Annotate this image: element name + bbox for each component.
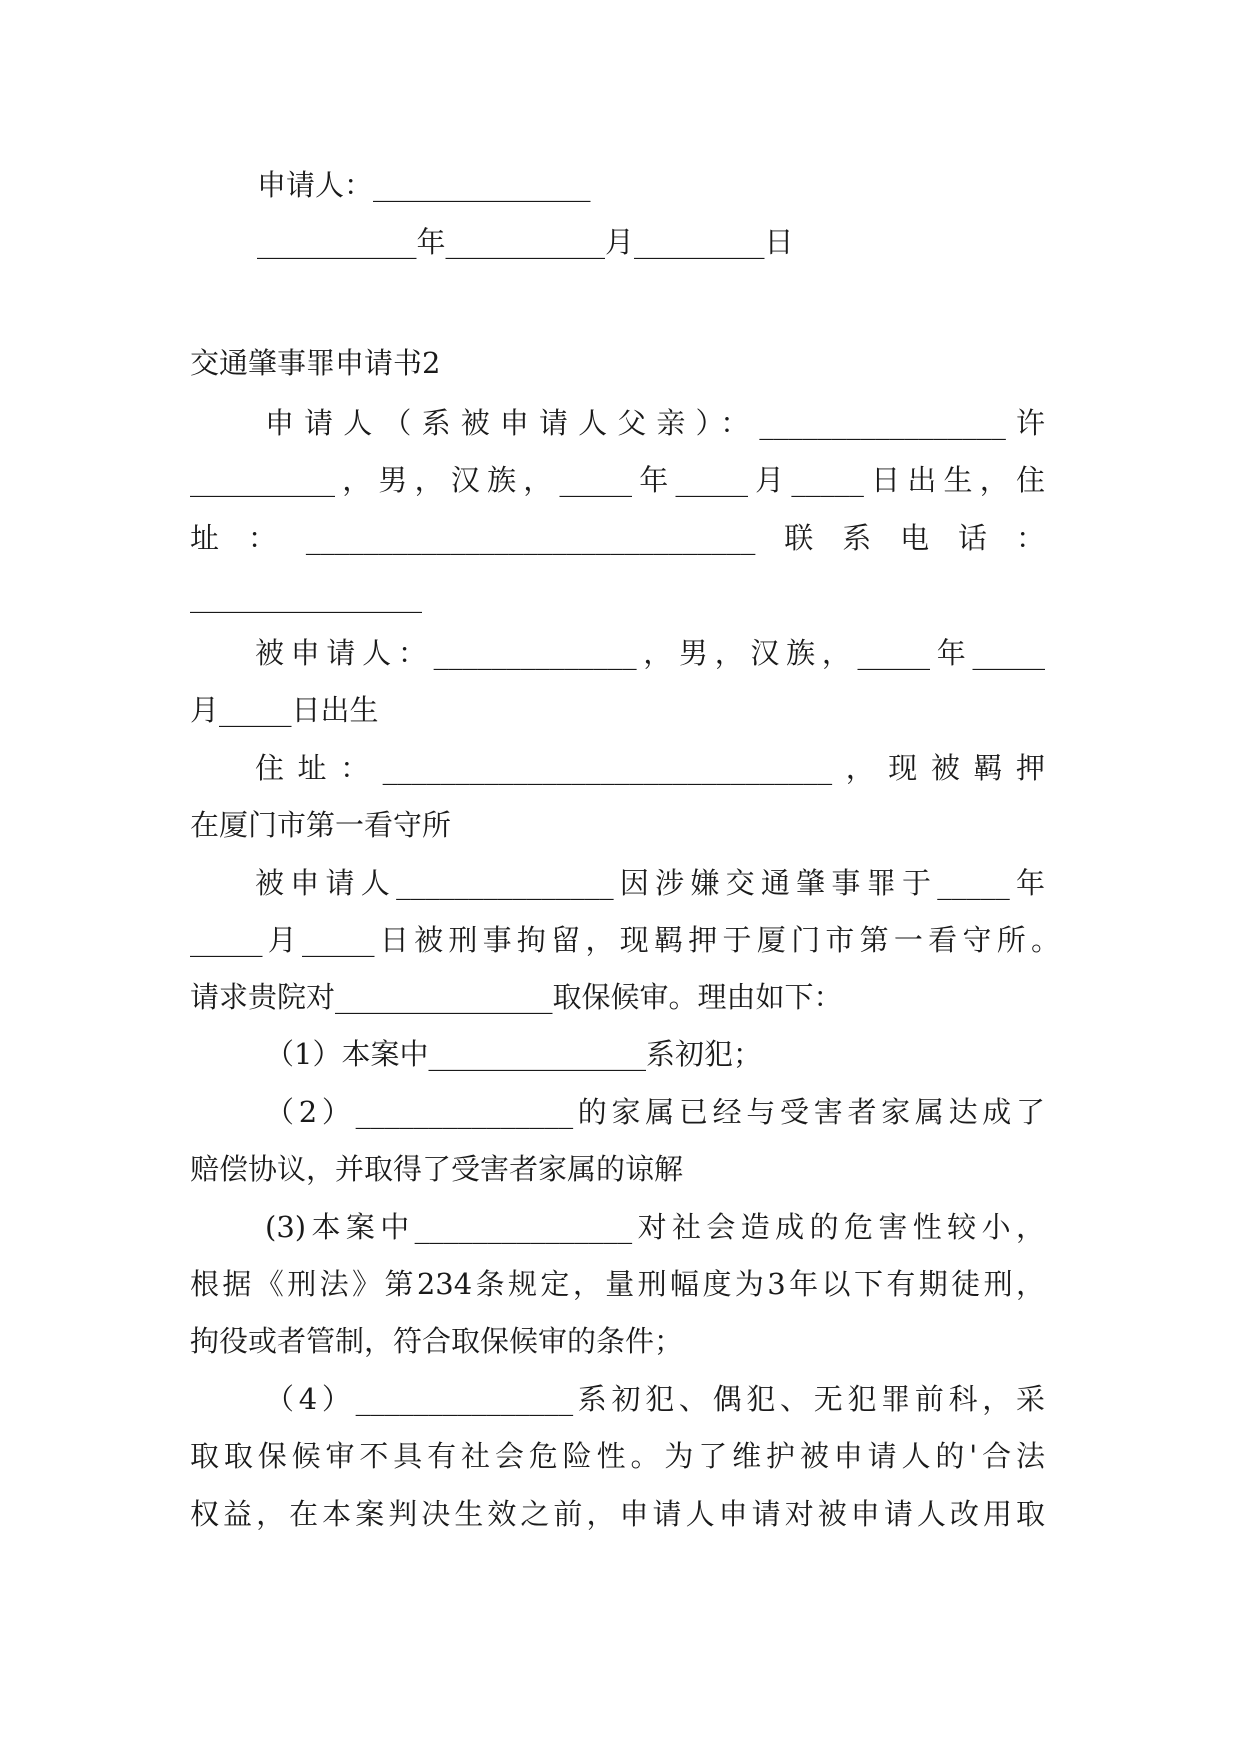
section-title: 交通肇事罪申请书2 xyxy=(190,346,441,380)
body-line: 根据《刑法》第234条规定，量刑幅度为3年以下有期徒刑， xyxy=(190,1267,1045,1301)
body-line: 址：_______________________________联系电话： xyxy=(190,521,1045,555)
body-line: 拘役或者管制，符合取保候审的条件； xyxy=(190,1324,684,1358)
signature-date-line: ___________年___________月_________日 xyxy=(257,225,794,259)
body-line: 被申请人_______________因涉嫌交通肇事罪于_____年 xyxy=(255,866,1045,900)
body-line: 赔偿协议，并取得了受害者家属的谅解 xyxy=(190,1152,684,1186)
applicant-signature-line: 申请人：_______________ xyxy=(257,168,591,202)
body-line: 申请人（系被申请人父亲）：_________________许 xyxy=(265,406,1045,440)
body-line: （4）_______________系初犯、偶犯、无犯罪前科，采 xyxy=(265,1382,1045,1416)
body-line: 取取保候审不具有社会危险性。为了维护被申请人的'合法 xyxy=(190,1439,1045,1473)
body-line: （1）本案中_______________系初犯； xyxy=(265,1037,762,1071)
body-line: （2）_______________的家属已经与受害者家属达成了 xyxy=(265,1095,1045,1129)
body-line: 住址：_______________________________，现被羁押 xyxy=(255,751,1045,785)
body-line: 在厦门市第一看守所 xyxy=(190,808,452,842)
body-line: 权益，在本案判决生效之前，申请人申请对被申请人改用取 xyxy=(190,1497,1045,1531)
body-line: ________________ xyxy=(190,579,422,613)
body-line: 月_____日出生 xyxy=(190,693,379,727)
body-line: 被申请人：______________，男，汉族，_____年_____ xyxy=(255,636,1045,670)
body-line: 请求贵院对_______________取保候审。理由如下： xyxy=(190,980,843,1014)
body-line: (3)本案中_______________对社会造成的危害性较小， xyxy=(265,1210,1045,1244)
body-line: _____月_____日被刑事拘留，现羁押于厦门市第一看守所。 xyxy=(190,923,1060,957)
body-line: __________，男，汉族，_____年_____月_____日出生，住 xyxy=(190,463,1045,497)
